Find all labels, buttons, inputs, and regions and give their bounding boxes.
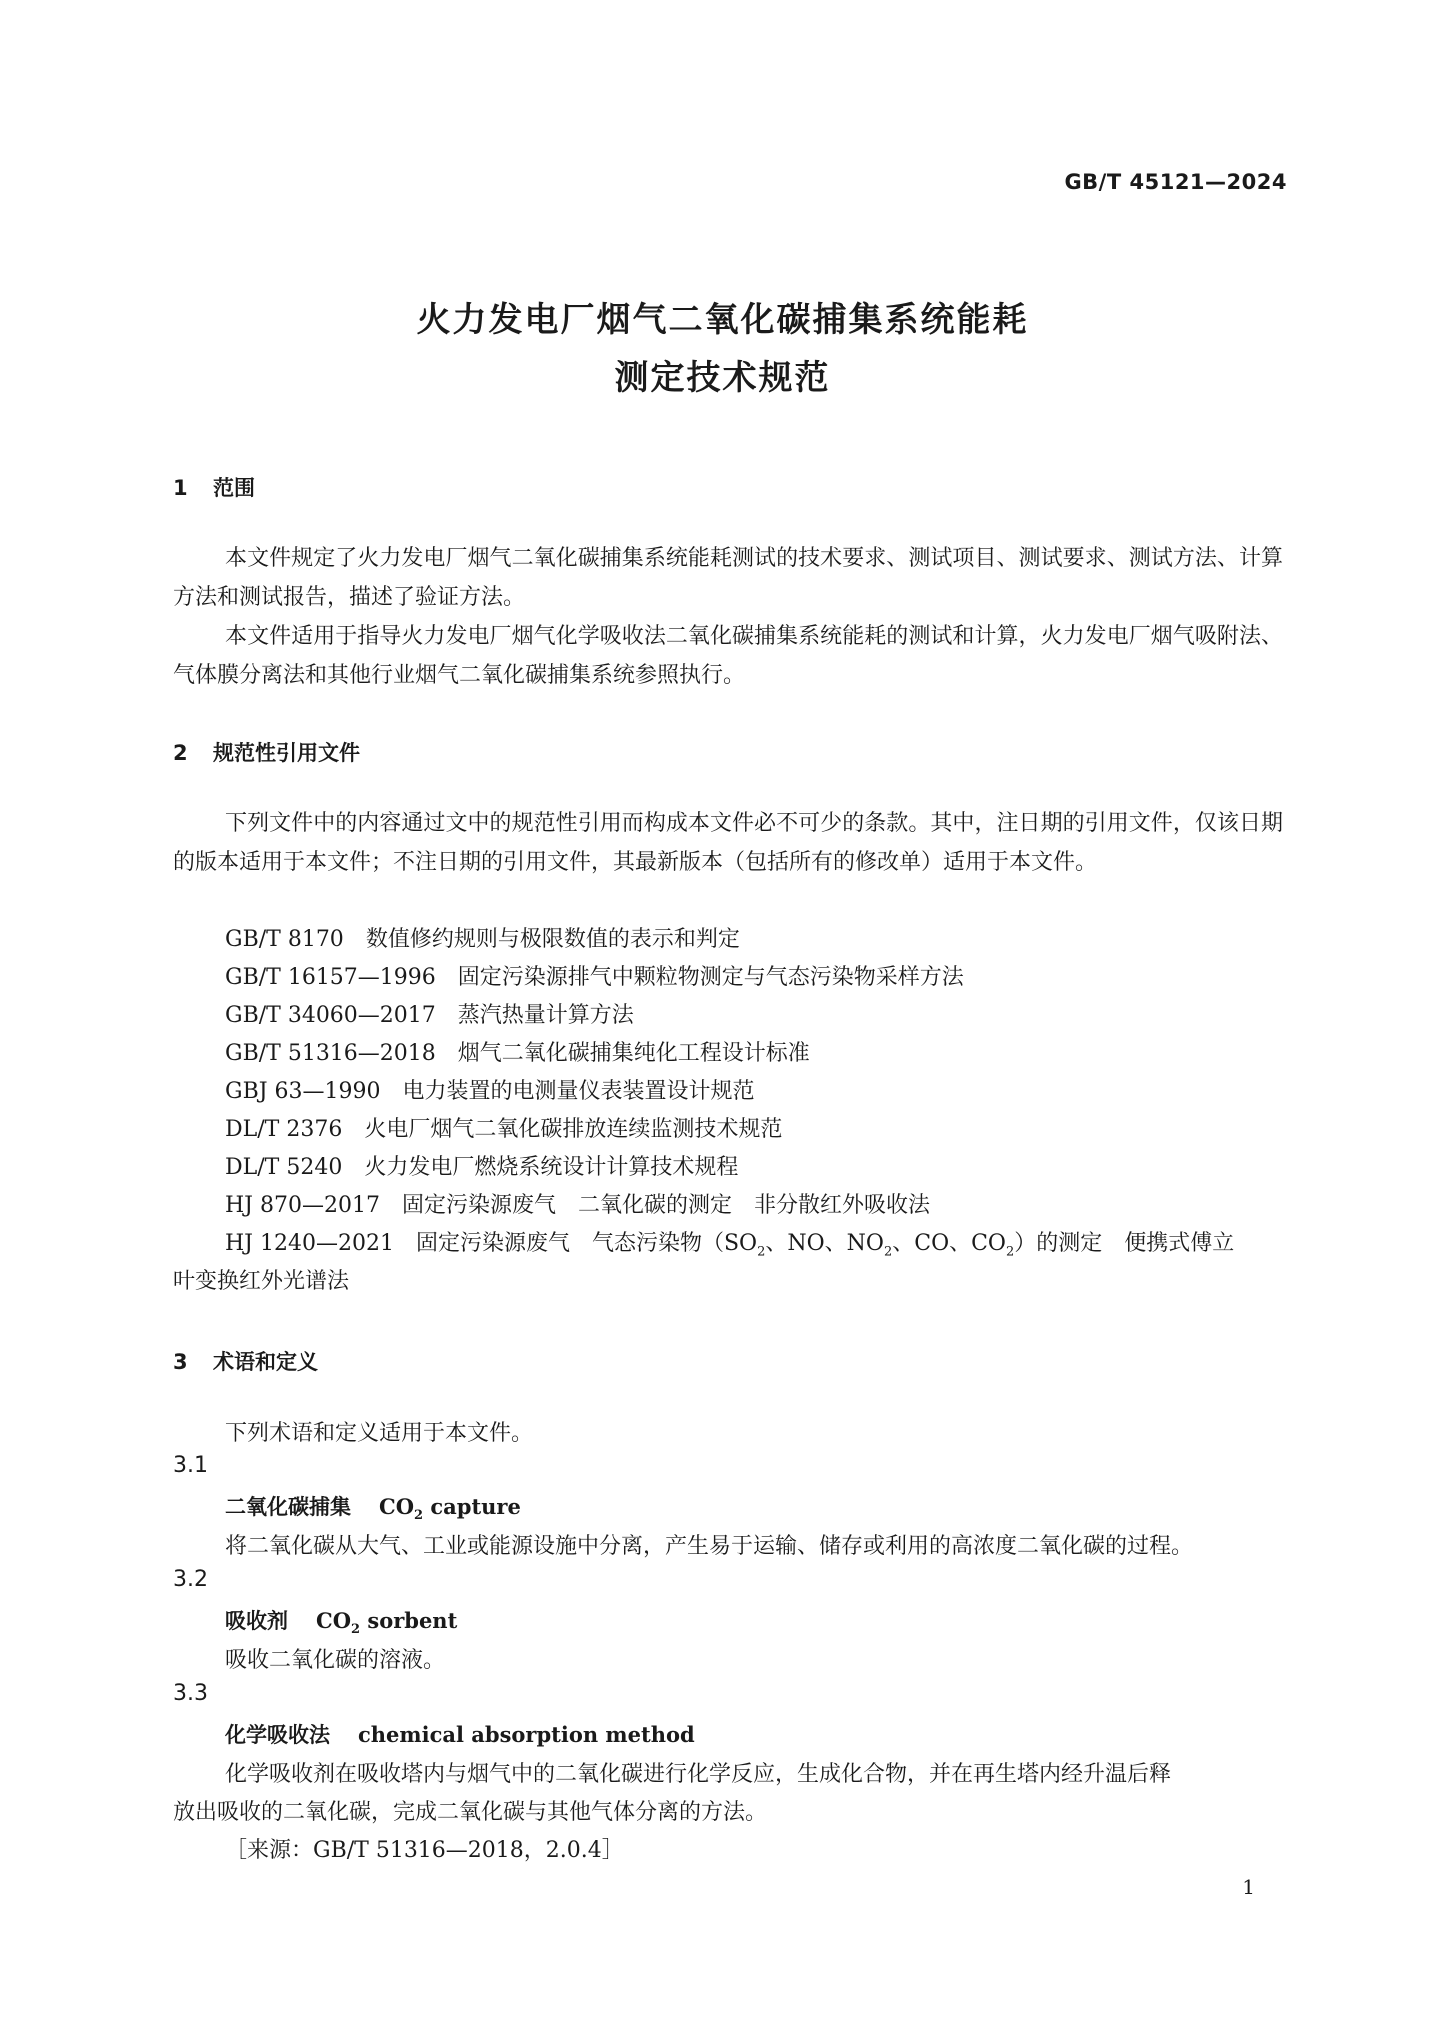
section-title: 术语和定义: [213, 1350, 318, 1374]
reference-title: 固定污染源废气 气态污染物（$SO_2$、NO、$NO_2$、CO、$CO_2$）的测定 便携式傅立: [415, 1231, 1235, 1260]
reference-item: [225, 1150, 738, 1181]
reference-code: DL/T 5240: [225, 1155, 343, 1180]
reference-code: HJ 1240—2021: [225, 1231, 394, 1256]
reference-title: 固定污染源废气 二氧化碳的测定 非分散红外吸收法: [401, 1193, 930, 1218]
scope-paragraph-1: [173, 540, 1283, 617]
scope-paragraph-2: [173, 618, 1283, 695]
reference-title: 火电厂烟气二氧化碳排放连续监测技术规范: [364, 1117, 783, 1142]
terms-intro: 下列术语和定义适用于本文件。: [225, 1421, 534, 1446]
term-heading: [225, 1605, 457, 1637]
term-number: 3.2: [173, 1567, 208, 1592]
reference-item: [225, 1112, 782, 1143]
reference-title-continuation: 叶变换红外光谱法: [173, 1269, 350, 1294]
term-english: $CO_2$ sorbent: [316, 1608, 458, 1638]
reference-title: 蒸汽热量计算方法: [457, 1003, 634, 1028]
term-definition: 吸收二氧化碳的溶液。: [225, 1648, 446, 1673]
reference-code: GB/T 16157—1996: [225, 965, 436, 990]
term-heading: [225, 1491, 521, 1523]
reference-code: DL/T 2376: [225, 1117, 343, 1142]
reference-item: [225, 1074, 755, 1105]
paragraph-text: 下列文件中的内容通过文中的规范性引用而构成本文件必不可少的条款。其中，注日期的引用文件，仅该日期的版本适用于本文件；不注日期的引用文件，其最新版本（包括所有的修改单）适用于本文件。: [173, 811, 1283, 875]
reference-title: 固定污染源排气中颗粒物测定与气态污染物采样方法: [457, 965, 964, 990]
reference-item: [225, 1226, 1234, 1259]
term-definition: 化学吸收剂在吸收塔内与烟气中的二氧化碳进行化学反应，生成化合物，并在再生塔内经升温后释: [225, 1762, 1172, 1787]
term-english: chemical absorption method: [358, 1722, 695, 1747]
reference-title: 火力发电厂燃烧系统设计计算技术规程: [364, 1155, 739, 1180]
reference-code: GBJ 63—1990: [225, 1079, 381, 1104]
reference-item: [225, 960, 964, 991]
term-definition-continuation: 放出吸收的二氧化碳，完成二氧化碳与其他气体分离的方法。: [173, 1800, 768, 1825]
document-title-line1: 火力发电厂烟气二氧化碳捕集系统能耗: [416, 300, 1029, 340]
section-1-heading: [173, 472, 255, 502]
reference-item: [225, 922, 740, 953]
paragraph-text: 本文件规定了火力发电厂烟气二氧化碳捕集系统能耗测试的技术要求、测试项目、测试要求、测试方法、计算方法和测试报告，描述了验证方法。: [173, 546, 1283, 610]
page-number: 1: [1242, 1875, 1255, 1899]
section-number: 3: [173, 1350, 188, 1374]
section-title: 规范性引用文件: [213, 741, 360, 765]
term-number: 3.3: [173, 1681, 208, 1706]
normative-references-intro: [173, 805, 1283, 882]
reference-title: 数值修约规则与极限数值的表示和判定: [365, 927, 740, 952]
section-2-heading: [173, 737, 360, 767]
reference-item: [225, 998, 634, 1029]
reference-item: [225, 1036, 810, 1067]
reference-code: GB/T 8170: [225, 927, 344, 952]
document-title-line2: 测定技术规范: [614, 358, 831, 398]
term-chinese: 化学吸收法: [225, 1723, 330, 1747]
reference-item: [225, 1188, 930, 1219]
section-number: 1: [173, 476, 188, 500]
paragraph-text: 本文件适用于指导火力发电厂烟气化学吸收法二氧化碳捕集系统能耗的测试和计算，火力发电厂烟气吸附法、气体膜分离法和其他行业烟气二氧化碳捕集系统参照执行。: [173, 624, 1283, 688]
reference-title: 烟气二氧化碳捕集纯化工程设计标准: [457, 1041, 810, 1066]
term-english: $CO_2$ capture: [379, 1494, 521, 1524]
term-chinese: 二氧化碳捕集: [225, 1495, 351, 1519]
term-source: ［来源：GB/T 51316—2018，2.0.4］: [225, 1838, 624, 1863]
term-chinese: 吸收剂: [225, 1609, 288, 1633]
reference-code: HJ 870—2017: [225, 1193, 380, 1218]
reference-title: 电力装置的电测量仪表装置设计规范: [402, 1079, 755, 1104]
section-number: 2: [173, 741, 188, 765]
term-number: 3.1: [173, 1453, 208, 1478]
term-heading: [225, 1719, 695, 1749]
reference-code: GB/T 51316—2018: [225, 1041, 436, 1066]
standard-code: GB/T 45121—2024: [1064, 170, 1287, 194]
section-3-heading: [173, 1346, 318, 1376]
reference-code: GB/T 34060—2017: [225, 1003, 436, 1028]
term-definition: 将二氧化碳从大气、工业或能源设施中分离，产生易于运输、储存或利用的高浓度二氧化碳的过程。: [225, 1534, 1194, 1559]
section-title: 范围: [213, 476, 255, 500]
